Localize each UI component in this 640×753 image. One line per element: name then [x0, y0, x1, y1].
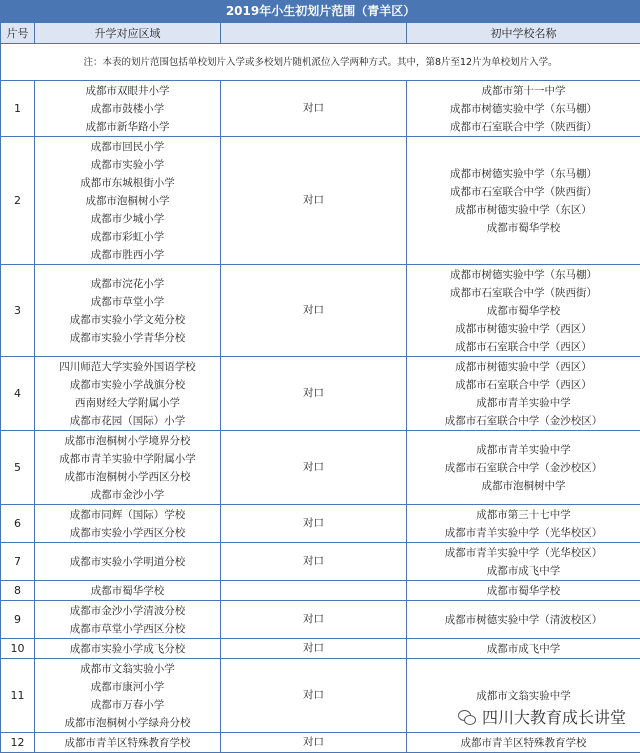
primary-school-cell [35, 601, 221, 639]
primary-school-cell [35, 137, 221, 265]
middle-school-name: 成都市石室联合中学（金沙校区） [407, 412, 640, 430]
primary-school-name: 成都市泡桐树小学西区分校 [35, 468, 220, 486]
row-number: 6 [1, 505, 35, 543]
table-title: 2019年小生初划片范围（青羊区） [1, 1, 640, 23]
middle-school-cell [407, 137, 640, 265]
primary-school-name: 成都市泡桐树小学境界分校 [35, 432, 220, 450]
primary-school-cell [35, 639, 221, 659]
primary-school-name: 成都市胜西小学 [35, 246, 220, 264]
middle-school-name: 成都市树德实验中学（东马棚） [407, 100, 640, 118]
primary-school-name: 成都市彩虹小学 [35, 228, 220, 246]
row-number: 1 [1, 81, 35, 137]
table-row [1, 431, 640, 505]
primary-school-cell [35, 581, 221, 601]
primary-school-name: 成都市实验小学青华分校 [35, 329, 220, 347]
primary-school-cell [35, 659, 221, 733]
primary-school-name: 成都市青羊实验中学附属小学 [35, 450, 220, 468]
primary-school-name: 成都市草堂小学西区分校 [35, 620, 220, 638]
middle-school-name: 成都市青羊区特殊教育学校 [407, 734, 640, 752]
middle-school-name: 成都市树德实验中学（东马棚） [407, 266, 640, 284]
table-note: 注：本表的划片范围包括单校划片入学或多校划片随机派位入学两种方式。其中，第8片至12片为单校划片入学。 [1, 44, 640, 81]
assignment-type: 对口 [221, 601, 407, 639]
middle-school-name: 成都市树德实验中学（东马棚） [407, 165, 640, 183]
assignment-type [221, 581, 407, 601]
table-row [1, 543, 640, 581]
assignment-type: 对口 [221, 639, 407, 659]
primary-school-name: 西南财经大学附属小学 [35, 394, 220, 412]
middle-school-name: 成都市树德实验中学（西区） [407, 358, 640, 376]
wechat-icon [458, 710, 476, 724]
primary-school-name: 成都市实验小学成飞分校 [35, 640, 220, 658]
table-row [1, 733, 640, 753]
assignment-type: 对口 [221, 137, 407, 265]
middle-school-name: 成都市蜀华学校 [407, 302, 640, 320]
primary-school-name: 成都市浣花小学 [35, 275, 220, 293]
primary-school-name: 成都市金沙小学 [35, 486, 220, 504]
row-number: 11 [1, 659, 35, 733]
middle-school-cell [407, 265, 640, 357]
row-number: 9 [1, 601, 35, 639]
row-number: 12 [1, 733, 35, 753]
table-row [1, 601, 640, 639]
row-number: 4 [1, 357, 35, 431]
middle-school-name: 成都市青羊实验中学 [407, 441, 640, 459]
header-type [221, 23, 407, 44]
primary-school-name: 成都市实验小学西区分校 [35, 524, 220, 542]
primary-school-name: 成都市万春小学 [35, 696, 220, 714]
primary-school-name: 成都市草堂小学 [35, 293, 220, 311]
middle-school-name: 成都市石室联合中学（金沙校区） [407, 459, 640, 477]
primary-school-name: 成都市青羊区特殊教育学校 [35, 734, 220, 752]
primary-school-cell [35, 81, 221, 137]
middle-school-name: 成都市成飞中学 [407, 562, 640, 580]
middle-school-name: 成都市成飞中学 [407, 640, 640, 658]
primary-school-name: 成都市金沙小学清波分校 [35, 602, 220, 620]
assignment-type: 对口 [221, 543, 407, 581]
middle-school-name: 成都市石室联合中学（陕西街） [407, 183, 640, 201]
middle-school-cell [407, 505, 640, 543]
primary-school-name: 成都市回民小学 [35, 138, 220, 156]
watermark-text: 四川大教育成长讲堂 [482, 705, 626, 728]
table-row [1, 81, 640, 137]
primary-school-name: 成都市新华路小学 [35, 118, 220, 136]
primary-school-cell [35, 733, 221, 753]
row-number: 5 [1, 431, 35, 505]
assignment-type: 对口 [221, 431, 407, 505]
row-number: 3 [1, 265, 35, 357]
title-row [1, 1, 640, 23]
watermark [454, 705, 630, 728]
primary-school-name: 成都市少城小学 [35, 210, 220, 228]
middle-school-name: 成都市蜀华学校 [407, 582, 640, 600]
row-number: 7 [1, 543, 35, 581]
assignment-type: 对口 [221, 357, 407, 431]
primary-school-name: 成都市实验小学明道分校 [35, 553, 220, 571]
middle-school-name: 成都市树德实验中学（西区） [407, 320, 640, 338]
header-primary-area: 升学对应区域 [35, 23, 221, 44]
primary-school-name: 成都市泡桐树小学绿舟分校 [35, 714, 220, 732]
primary-school-name: 成都市鼓楼小学 [35, 100, 220, 118]
middle-school-name: 成都市文翁实验中学 [407, 687, 640, 705]
primary-school-name: 成都市蜀华学校 [35, 582, 220, 600]
primary-school-cell [35, 543, 221, 581]
middle-school-name: 成都市树德实验中学（清波校区） [407, 611, 640, 629]
note-row [1, 44, 640, 81]
middle-school-name: 成都市泡桐树中学 [407, 477, 640, 495]
primary-school-name: 成都市东城根街小学 [35, 174, 220, 192]
primary-school-name: 成都市双眼井小学 [35, 82, 220, 100]
primary-school-name: 成都市泡桐树小学 [35, 192, 220, 210]
middle-school-cell [407, 639, 640, 659]
row-number: 8 [1, 581, 35, 601]
middle-school-cell [407, 81, 640, 137]
middle-school-name: 成都市青羊实验中学（光华校区） [407, 524, 640, 542]
table-row [1, 639, 640, 659]
primary-school-cell [35, 265, 221, 357]
middle-school-name: 成都市蜀华学校 [407, 219, 640, 237]
header-middle-school: 初中学校名称 [407, 23, 640, 44]
middle-school-name: 成都市树德实验中学（东区） [407, 201, 640, 219]
primary-school-name: 成都市花园（国际）小学 [35, 412, 220, 430]
primary-school-name: 成都市实验小学战旗分校 [35, 376, 220, 394]
assignment-type: 对口 [221, 733, 407, 753]
assignment-type: 对口 [221, 505, 407, 543]
table-row [1, 137, 640, 265]
middle-school-name: 成都市第十一中学 [407, 82, 640, 100]
middle-school-name: 成都市石室联合中学（陕西街） [407, 118, 640, 136]
primary-school-name: 成都市文翁实验小学 [35, 660, 220, 678]
assignment-type: 对口 [221, 265, 407, 357]
assignment-type: 对口 [221, 81, 407, 137]
primary-school-name: 成都市实验小学 [35, 156, 220, 174]
row-number: 10 [1, 639, 35, 659]
middle-school-name: 成都市石室联合中学（陕西街） [407, 284, 640, 302]
middle-school-name: 成都市第三十七中学 [407, 506, 640, 524]
table-row [1, 505, 640, 543]
header-row [1, 23, 640, 44]
primary-school-cell [35, 357, 221, 431]
middle-school-cell [407, 601, 640, 639]
middle-school-name: 成都市青羊实验中学 [407, 394, 640, 412]
middle-school-name: 成都市石室联合中学（西区） [407, 376, 640, 394]
table-row [1, 357, 640, 431]
assignment-type: 对口 [221, 659, 407, 733]
middle-school-name: 成都市石室联合中学（西区） [407, 338, 640, 356]
middle-school-cell [407, 431, 640, 505]
middle-school-cell [407, 733, 640, 753]
header-number: 片号 [1, 23, 35, 44]
primary-school-name: 成都市同辉（国际）学校 [35, 506, 220, 524]
primary-school-cell [35, 431, 221, 505]
middle-school-name: 成都市青羊实验中学（光华校区） [407, 544, 640, 562]
middle-school-cell [407, 543, 640, 581]
table-row [1, 581, 640, 601]
row-number: 2 [1, 137, 35, 265]
primary-school-name: 成都市康河小学 [35, 678, 220, 696]
middle-school-cell [407, 581, 640, 601]
primary-school-cell [35, 505, 221, 543]
primary-school-name: 成都市实验小学文苑分校 [35, 311, 220, 329]
middle-school-cell [407, 357, 640, 431]
primary-school-name: 四川师范大学实验外国语学校 [35, 358, 220, 376]
table-row [1, 265, 640, 357]
